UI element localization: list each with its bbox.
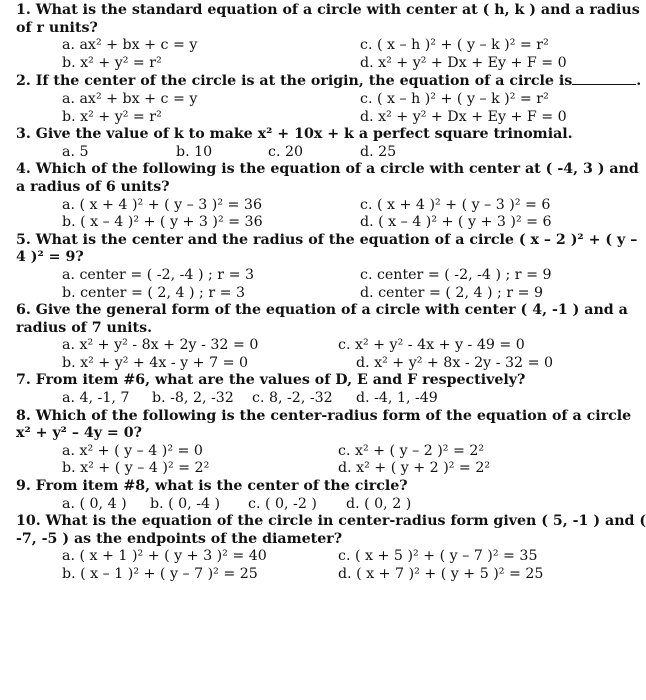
- option-b: b. x² + y² = r²: [62, 108, 162, 125]
- option-a: a. ( x + 4 )² + ( y – 3 )² = 36: [62, 196, 262, 213]
- option-a: a. ( 0, 4 ): [62, 495, 127, 512]
- options-row: [16, 460, 623, 478]
- option-a: a. x² + ( y – 4 )² = 0: [62, 442, 203, 459]
- options-row: [16, 496, 623, 514]
- option-d: d. x² + y² + 8x - 2y - 32 = 0: [356, 354, 553, 371]
- question-5-text: 5. What is the center and the radius of the equation of a circle ( x – 2 )² + ( y –: [16, 231, 638, 248]
- option-c: c. x² + ( y – 2 )² = 2²: [338, 442, 485, 459]
- option-a: a. center = ( -2, -4 ) ; r = 3: [62, 266, 255, 283]
- option-b: b. ( x – 1 )² + ( y – 7 )² = 25: [62, 566, 258, 582]
- options-row: [16, 91, 623, 109]
- options-row: [16, 144, 623, 162]
- options-row: [16, 267, 623, 285]
- option-c: c. x² + y² - 4x + y - 49 = 0: [338, 337, 525, 354]
- option-b: b. 10: [176, 143, 213, 160]
- option-d: d. ( x – 4 )² + ( y + 3 )² = 6: [360, 214, 552, 231]
- options-row: [16, 337, 623, 355]
- question-8-text-cont: x² + y² – 4y = 0?: [16, 425, 142, 442]
- option-b: b. x² + y² = r²: [62, 54, 162, 71]
- option-d: d. x² + y² + Dx + Ey + F = 0: [360, 108, 567, 125]
- question-1-text-cont: of r units?: [16, 19, 98, 36]
- options-row: [16, 285, 623, 303]
- question-4-text: 4. Which of the following is the equation of a circle with center at ( -4, 3 ) and: [16, 161, 639, 178]
- options-row: [16, 443, 623, 461]
- question-6-text-cont: radius of 7 units.: [16, 319, 153, 336]
- option-a: a. ax² + bx + c = y: [62, 90, 198, 107]
- question-2-label: 2. If the center of the circle is at the origin, the equation of a circle is: [16, 73, 573, 90]
- question-2: [16, 72, 642, 126]
- options-row: [16, 55, 623, 73]
- option-a: a. x² + y² - 8x + 2y - 32 = 0: [62, 337, 259, 354]
- option-d: d. center = ( 2, 4 ) ; r = 9: [360, 284, 544, 301]
- option-c: c. 8, -2, -32: [252, 390, 333, 407]
- options-row: [16, 390, 623, 408]
- options-row: [16, 197, 623, 215]
- option-a: a. 4, -1, 7: [62, 390, 130, 407]
- question-1: [16, 2, 640, 72]
- option-d: d. x² + ( y + 2 )² = 2²: [338, 460, 491, 477]
- question-10-text: 10. What is the equation of the circle in center-radius form given ( 5, -1 ) and (: [16, 513, 646, 530]
- option-c: c. ( 0, -2 ): [248, 495, 317, 512]
- options-row: [16, 566, 623, 584]
- option-c: c. ( x + 5 )² + ( y – 7 )² = 35: [338, 548, 538, 565]
- question-3: [16, 126, 623, 161]
- option-b: b. ( 0, -4 ): [150, 495, 221, 512]
- option-a: a. 5: [62, 143, 89, 160]
- options-row: [16, 548, 623, 566]
- option-c: c. ( x – h )² + ( y – k )² = r²: [360, 37, 549, 54]
- question-6: [16, 302, 628, 372]
- option-c: c. ( x – h )² + ( y – k )² = r²: [360, 90, 549, 107]
- question-4: [16, 161, 639, 231]
- question-5-text-cont: 4 )² = 9?: [16, 249, 84, 266]
- question-1-text: 1. What is the standard equation of a circle with center at ( h, k ) and a radius: [16, 2, 640, 18]
- question-10-text-cont: -7, -5 ) as the endpoints of the diameter?: [16, 530, 343, 547]
- question-6-text: 6. Give the general form of the equation of a circle with center ( 4, -1 ) and a: [16, 302, 628, 319]
- option-b: b. ( x – 4 )² + ( y + 3 )² = 36: [62, 214, 263, 231]
- question-3-text: 3. Give the value of k to make x² + 10x + k a perfect square trinomial.: [16, 126, 573, 143]
- question-9: [16, 478, 623, 513]
- option-d: d. ( x + 7 )² + ( y + 5 )² = 25: [338, 566, 544, 582]
- question-8-text: 8. Which of the following is the center-radius form of the equation of a circle: [16, 407, 632, 424]
- option-b: b. x² + y² + 4x - y + 7 = 0: [62, 354, 249, 371]
- question-8: [16, 407, 632, 478]
- question-2-text: 2. If the center of the circle is at the origin, the equation of a circle is .: [16, 73, 642, 90]
- option-b: b. x² + ( y – 4 )² = 2²: [62, 460, 210, 477]
- question-5: [16, 231, 638, 302]
- options-row: [16, 214, 623, 232]
- option-c: c. center = ( -2, -4 ) ; r = 9: [360, 266, 552, 283]
- option-d: d. 25: [360, 143, 397, 160]
- answer-blank: [572, 72, 636, 85]
- option-d: d. ( 0, 2 ): [346, 495, 412, 512]
- question-10: [16, 513, 646, 583]
- question-7-text: 7. From item #6, what are the values of D, E and F respectively?: [16, 372, 526, 389]
- option-d: d. x² + y² + Dx + Ey + F = 0: [360, 54, 567, 71]
- question-7: [16, 372, 623, 407]
- option-d: d. -4, 1, -49: [356, 390, 438, 407]
- option-c: c. 20: [268, 143, 304, 160]
- options-row: [16, 37, 623, 55]
- option-b: b. center = ( 2, 4 ) ; r = 3: [62, 284, 246, 301]
- options-row: [16, 109, 623, 127]
- option-a: a. ( x + 1 )² + ( y + 3 )² = 40: [62, 548, 267, 565]
- options-row: [16, 355, 623, 373]
- option-b: b. -8, 2, -32: [152, 390, 234, 407]
- option-a: a. ax² + bx + c = y: [62, 37, 198, 54]
- question-9-text: 9. From item #8, what is the center of the circle?: [16, 478, 408, 495]
- question-4-text-cont: a radius of 6 units?: [16, 178, 170, 195]
- option-c: c. ( x + 4 )² + ( y – 3 )² = 6: [360, 196, 551, 213]
